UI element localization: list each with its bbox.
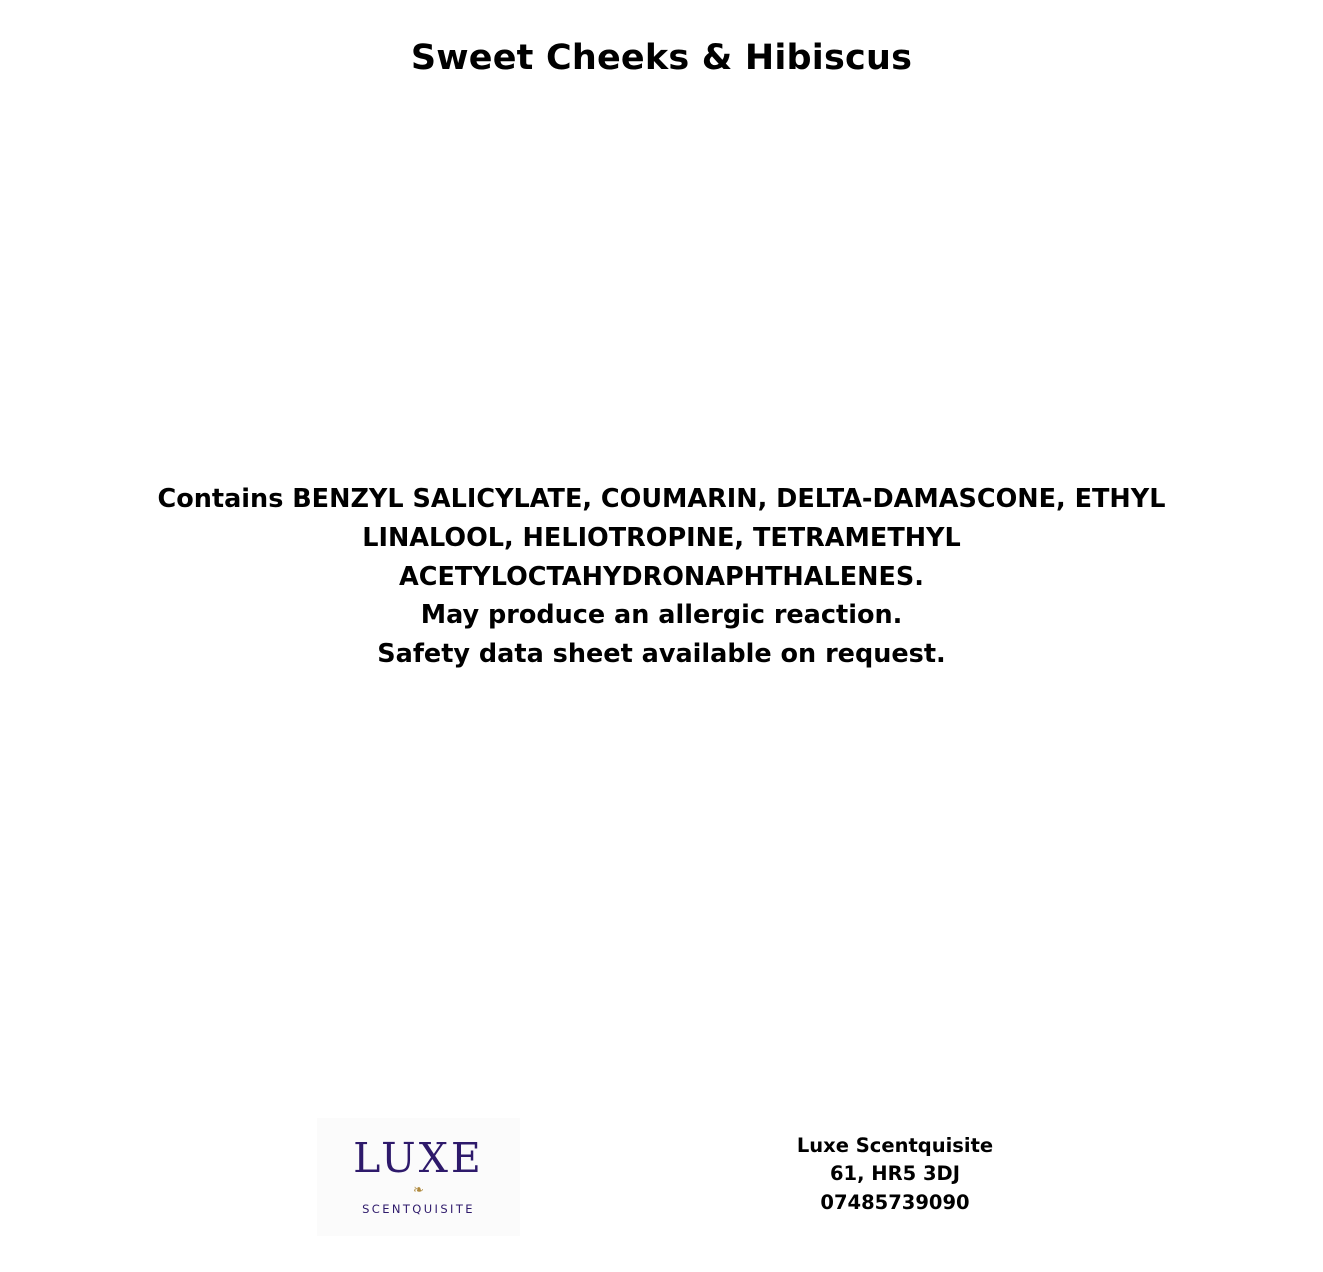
label-footer — [0, 1114, 1323, 1254]
brand-logo — [317, 1118, 520, 1236]
company-phone: 07485739090 — [820, 1190, 970, 1214]
brand-wordmark: LUXE — [353, 1134, 484, 1183]
allergen-warning-line-1: May produce an allergic reaction. — [420, 600, 903, 631]
page-title: Sweet Cheeks & Hibiscus — [410, 38, 913, 78]
company-address: 61, HR5 3DJ — [829, 1162, 961, 1186]
company-contact-block — [660, 1132, 1130, 1217]
brand-subtitle: SCENTQUISITE — [362, 1202, 475, 1217]
allergen-statement — [120, 480, 1203, 674]
allergen-contains-line: Contains BENZYL SALICYLATE, COUMARIN, DELTA-DAMASCONE, ETHYL LINALOOL, HELIOTROPINE, TETRAMETHYL ACETYLOCTAHYDRONAPHTHALENES. — [157, 484, 1166, 592]
allergen-warning-line-2: Safety data sheet available on request. — [377, 639, 946, 669]
company-name: Luxe Scentquisite — [796, 1134, 994, 1157]
flourish-icon: ❧ — [413, 1183, 424, 1199]
